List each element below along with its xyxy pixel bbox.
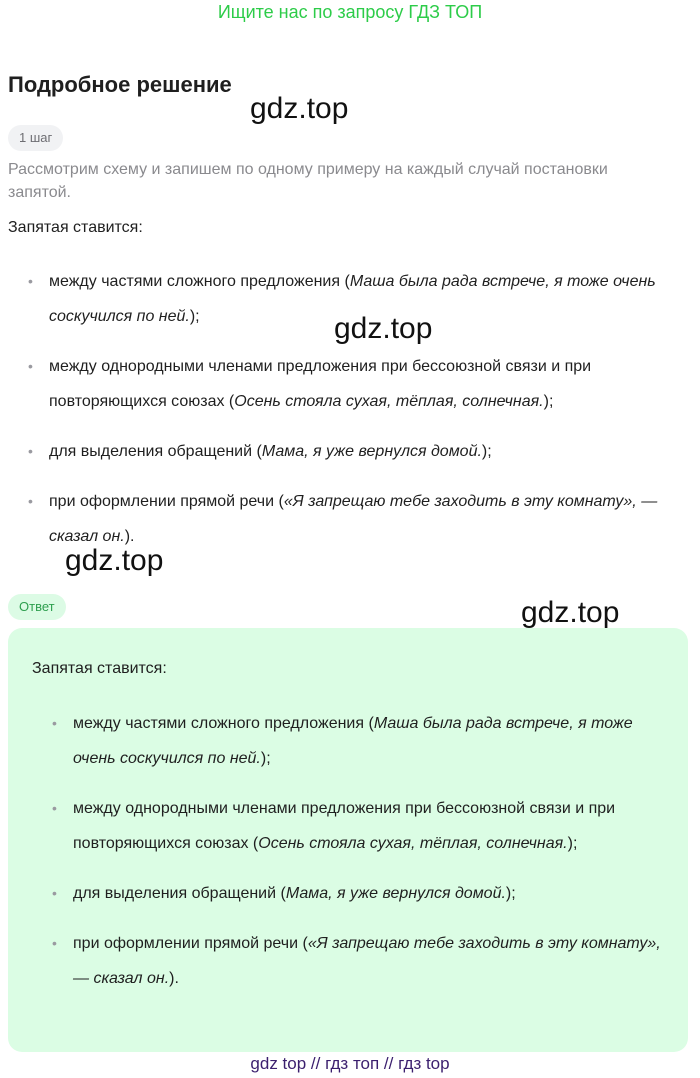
list-item: • при оформлении прямой речи («Я запрещаю тебе заходить в эту комнату», — сказал он.).: [32, 926, 672, 996]
answer-lead: Запятая ставится:: [32, 660, 167, 677]
footer-watermark: gdz top // гдз топ // гдз top: [250, 1054, 450, 1073]
step-intro: Рассмотрим схему и запишем по одному примеру на каждый случай постановки запятой.: [8, 161, 608, 201]
bullet-dot-icon: •: [52, 715, 57, 731]
watermark: gdz.top: [65, 544, 164, 577]
watermark: gdz.top: [250, 92, 349, 125]
bullet-dot-icon: •: [28, 273, 33, 289]
step-badge: 1 шаг: [8, 125, 63, 151]
watermark: gdz.top: [521, 596, 620, 629]
list-item: • для выделения обращений (Мама, я уже вернулся домой.);: [8, 434, 698, 469]
bullet-dot-icon: •: [52, 800, 57, 816]
watermark: gdz.top: [334, 312, 433, 345]
bullet-dot-icon: •: [28, 443, 33, 459]
answer-bullet-list: [32, 706, 672, 1011]
bullet-dot-icon: •: [28, 493, 33, 509]
list-item: • для выделения обращений (Мама, я уже вернулся домой.);: [32, 876, 672, 911]
section-title: Подробное решение: [8, 72, 232, 97]
list-item: • между однородными членами предложения при бессоюзной связи и при повторяющихся союзах (Осень стояла сухая, тёплая, солнечная.);: [32, 791, 672, 861]
list-item: • между частями сложного предложения (Маша была рада встрече, я тоже очень соскучился по ней.);: [8, 264, 698, 334]
list-item: • между однородными членами предложения при бессоюзной связи и при повторяющихся союзах (Осень стояла сухая, тёплая, солнечная.);: [8, 349, 698, 419]
list-item: • между частями сложного предложения (Маша была рада встрече, я тоже очень соскучился по ней.);: [32, 706, 672, 776]
bullet-dot-icon: •: [28, 358, 33, 374]
step-bullet-list: [8, 264, 698, 569]
search-banner: Ищите нас по запросу ГДЗ ТОП: [217, 2, 483, 22]
answer-badge: Ответ: [8, 594, 66, 620]
list-item: • при оформлении прямой речи («Я запрещаю тебе заходить в эту комнату», — сказал он.).: [8, 484, 698, 554]
bullet-dot-icon: •: [52, 885, 57, 901]
bullet-dot-icon: •: [52, 935, 57, 951]
step-lead: Запятая ставится:: [8, 219, 143, 236]
